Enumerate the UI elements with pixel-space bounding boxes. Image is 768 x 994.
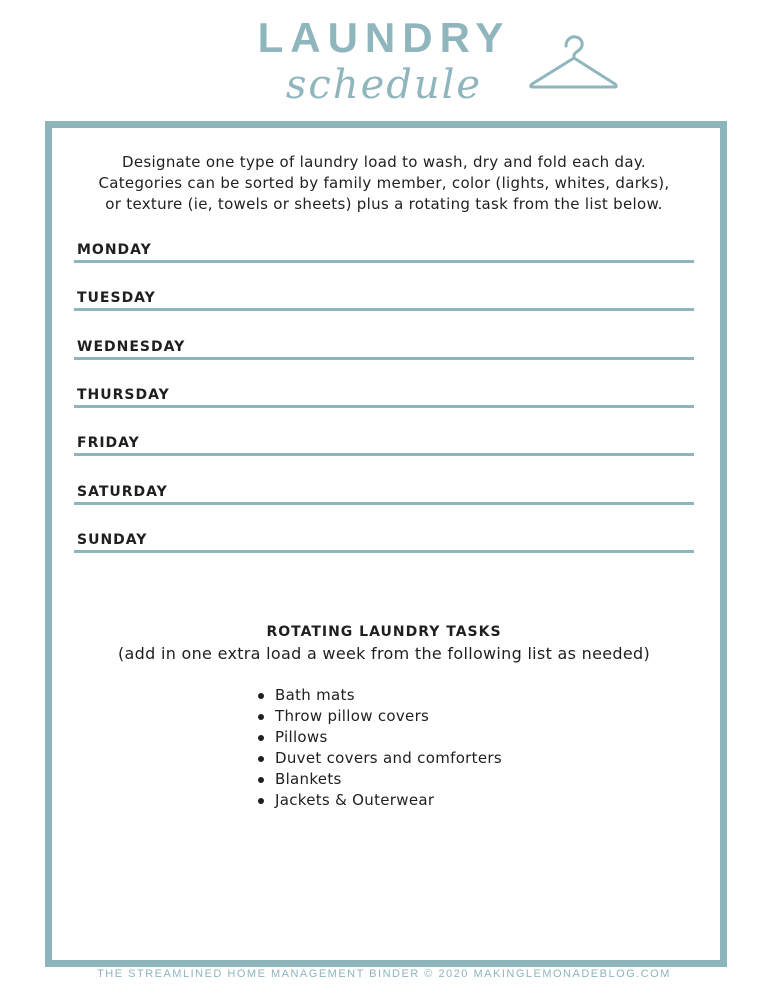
- day-row-wednesday: [74, 335, 694, 360]
- rotating-task-list: [258, 685, 502, 811]
- day-label: TUESDAY: [77, 290, 156, 306]
- day-label: MONDAY: [77, 242, 152, 258]
- hanger-icon: [526, 34, 620, 90]
- day-row-saturday: [74, 480, 694, 505]
- day-label: WEDNESDAY: [77, 339, 186, 355]
- day-label: SUNDAY: [77, 532, 148, 548]
- intro-line-3: or texture (ie, towels or sheets) plus a rotating task from the list below.: [105, 195, 663, 213]
- list-item: Throw pillow covers: [258, 706, 502, 727]
- list-item: Duvet covers and comforters: [258, 748, 502, 769]
- list-item: Jackets & Outerwear: [258, 790, 502, 811]
- day-label: FRIDAY: [77, 435, 140, 451]
- day-label: THURSDAY: [77, 387, 170, 403]
- footer-credit: THE STREAMLINED HOME MANAGEMENT BINDER © 2020 MAKINGLEMONADEBLOG.COM: [97, 968, 671, 980]
- day-row-tuesday: [74, 286, 694, 311]
- day-row-thursday: [74, 383, 694, 408]
- intro-line-1: Designate one type of laundry load to wash, dry and fold each day.: [122, 153, 646, 171]
- rotating-tasks-title: ROTATING LAUNDRY TASKS: [266, 624, 502, 640]
- list-item: Pillows: [258, 727, 502, 748]
- day-row-monday: [74, 238, 694, 263]
- day-row-friday: [74, 431, 694, 456]
- day-row-sunday: [74, 528, 694, 553]
- page-title: LAUNDRY: [257, 14, 511, 61]
- rotating-tasks-subtitle: (add in one extra load a week from the following list as needed): [118, 644, 650, 663]
- intro-text: [70, 152, 698, 215]
- list-item: Bath mats: [258, 685, 502, 706]
- intro-line-2: Categories can be sorted by family member, color (lights, whites, darks),: [98, 174, 670, 192]
- day-label: SATURDAY: [77, 484, 168, 500]
- page-subtitle: schedule: [285, 62, 483, 108]
- list-item: Blankets: [258, 769, 502, 790]
